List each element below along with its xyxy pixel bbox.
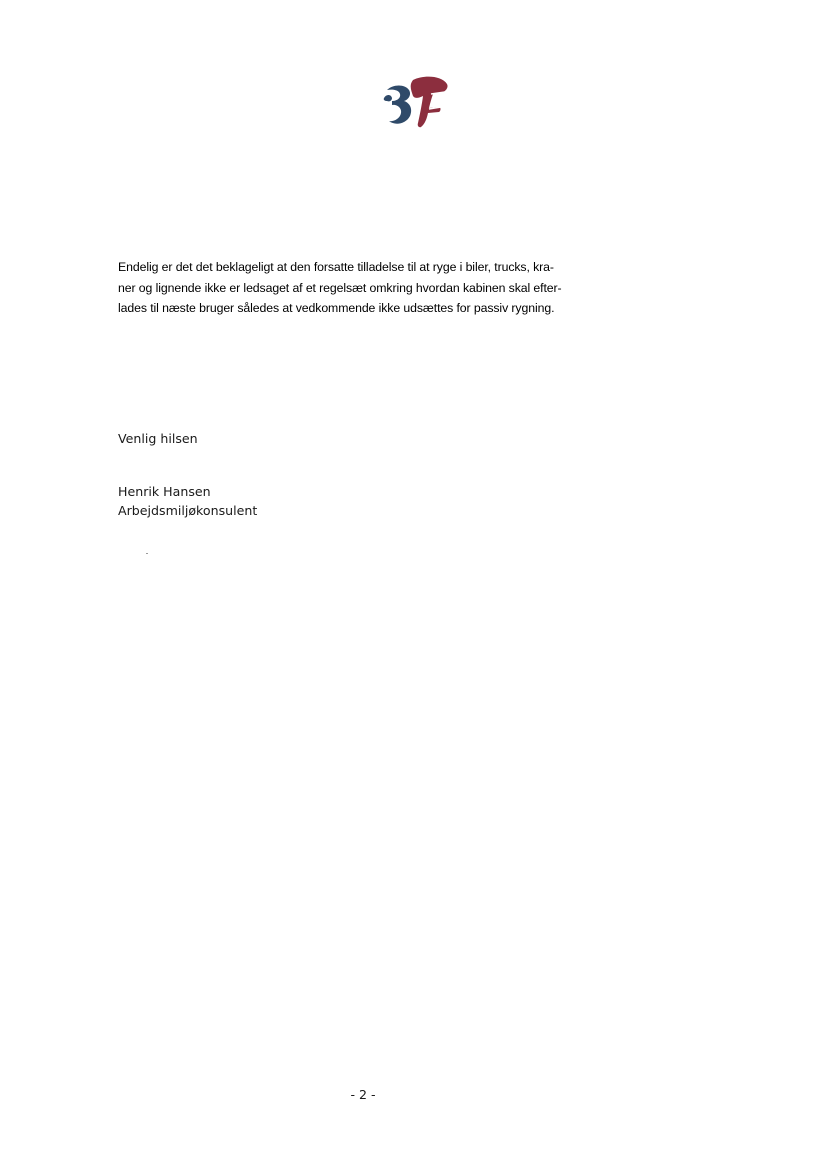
3f-logo [383, 76, 451, 128]
closing-salutation: Venlig hilsen [118, 431, 198, 446]
signature-block [118, 482, 257, 520]
scan-speck [146, 553, 148, 554]
signer-title: Arbejdsmiljøkonsulent [118, 503, 258, 518]
page-number-text: - 2 - [350, 1087, 376, 1102]
letter-body-paragraph [118, 257, 618, 319]
page-number [0, 1087, 726, 1102]
body-line: lades til næste bruger således at vedkommende ikke udsættes for passiv rygning. [118, 301, 555, 315]
body-line: Endelig er det det beklageligt at den forsatte tilladelse til at ryge i biler, trucks, kra- [118, 260, 554, 274]
body-line: ner og lignende ikke er ledsaget af et regelsæt omkring hvordan kabinen skal efter- [118, 280, 562, 295]
signer-name: Henrik Hansen [118, 484, 211, 499]
